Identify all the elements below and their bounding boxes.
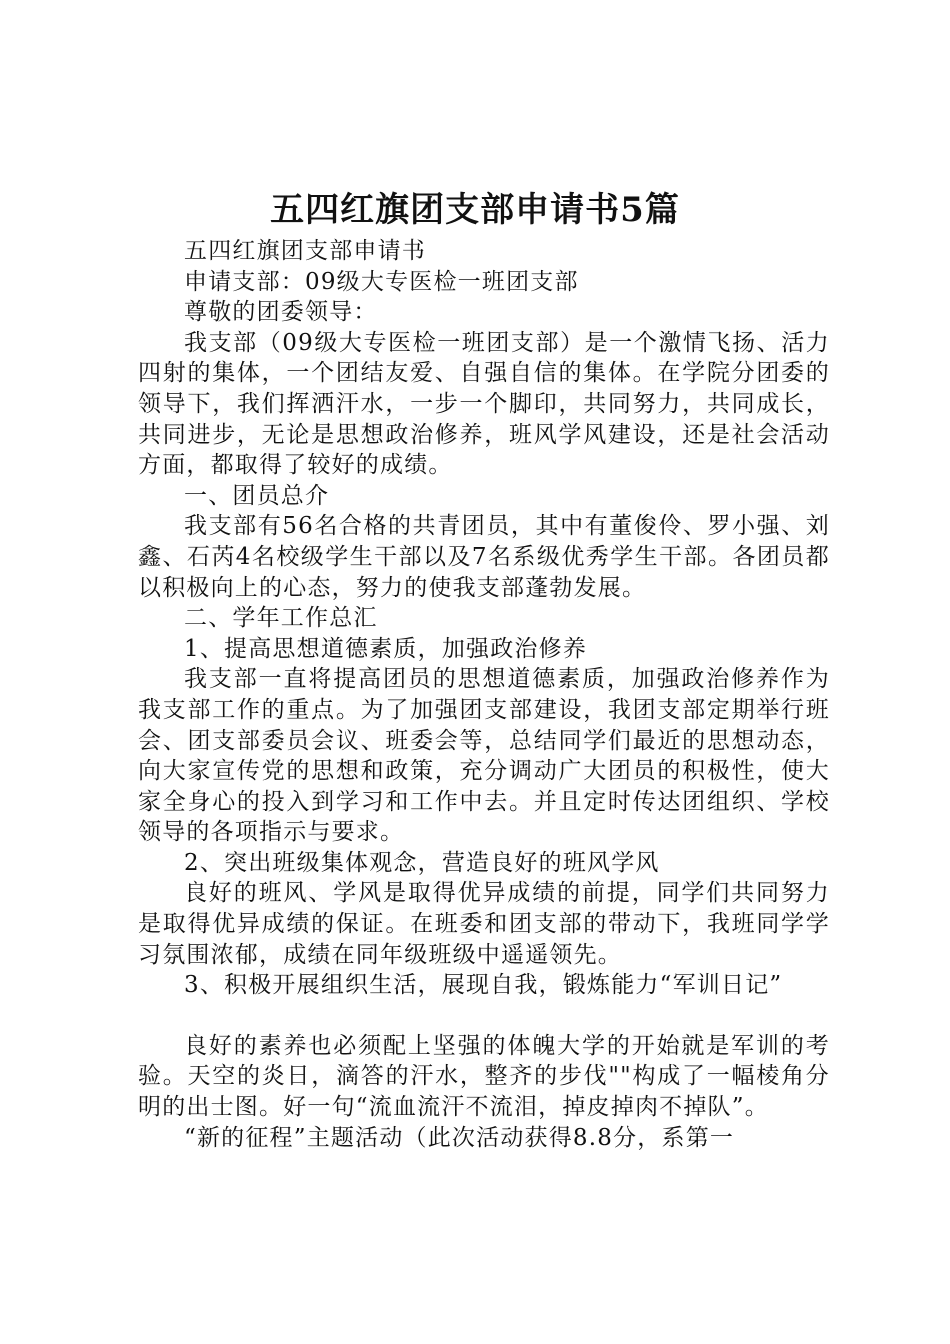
document-body <box>138 236 830 1153</box>
section-heading-summary: 二、学年工作总汇 <box>184 605 378 632</box>
paragraph-4: “新的征程”主题活动（此次活动获得8.8分，系第一 <box>184 1124 735 1151</box>
paragraph-salutation: 尊敬的团委领导： <box>184 299 378 326</box>
paragraph-heading: 五四红旗团支部申请书 <box>184 238 426 264</box>
paragraph-1: 我支部一直将提高团员的思想道德素质，加强政治修养作为我支部工作的重点。为了加强团支部建设，我团支部定期举行班会、团支部委员会议、班委会等，总结同学们最近的思想动态，向大家宣传党的思想和政策，充分调动广大团员的积极性，使大家全身心的投入到学习和工作中去。并且定时传达团组织、学校领导的各项指示与要求。 <box>138 666 830 846</box>
subheading-1: 1、提高思想道德素质，加强政治修养 <box>184 635 588 662</box>
subheading-3: 3、积极开展组织生活，展现自我，锻炼能力“军训日记” <box>184 972 783 999</box>
paragraph-3: 良好的素养也必须配上坚强的体魄大学的开始就是军训的考验。天空的炎日，滴答的汗水，整齐的步伐""构成了一幅棱角分明的出士图。好一句“流血流汗不流泪，掉皮掉肉不掉队”。 <box>138 1032 830 1121</box>
document-title: 五四红旗团支部申请书5篇 <box>270 190 680 230</box>
paragraph-intro: 我支部（09级大专医检一班团支部）是一个激情飞扬、活力四射的集体，一个团结友爱、自强自信的集体。在学院分团委的领导下，我们挥洒汗水，一步一个脚印，共同努力，共同成长，共同进步，无论是思想政治修养，班风学风建设，还是社会活动方面，都取得了较好的成绩。 <box>138 329 830 479</box>
section-heading-members: 一、团员总介 <box>184 482 330 509</box>
paragraph-2: 良好的班风、学风是取得优异成绩的前提，同学们共同努力是取得优异成绩的保证。在班委和团支部的带动下，我班同学学习氛围浓郁，成绩在同年级班级中遥遥领先。 <box>138 880 830 968</box>
paragraph-applicant: 申请支部：09级大专医检一班团支部 <box>184 268 579 295</box>
paragraph-members: 我支部有56名合格的共青团员，其中有董俊伶、罗小强、刘鑫、石芮4名校级学生干部以及7名系级优秀学生干部。各团员都以积极向上的心态，努力的使我支部蓬勃发展。 <box>138 513 830 601</box>
subheading-2: 2、突出班级集体观念，营造良好的班风学风 <box>184 849 660 876</box>
